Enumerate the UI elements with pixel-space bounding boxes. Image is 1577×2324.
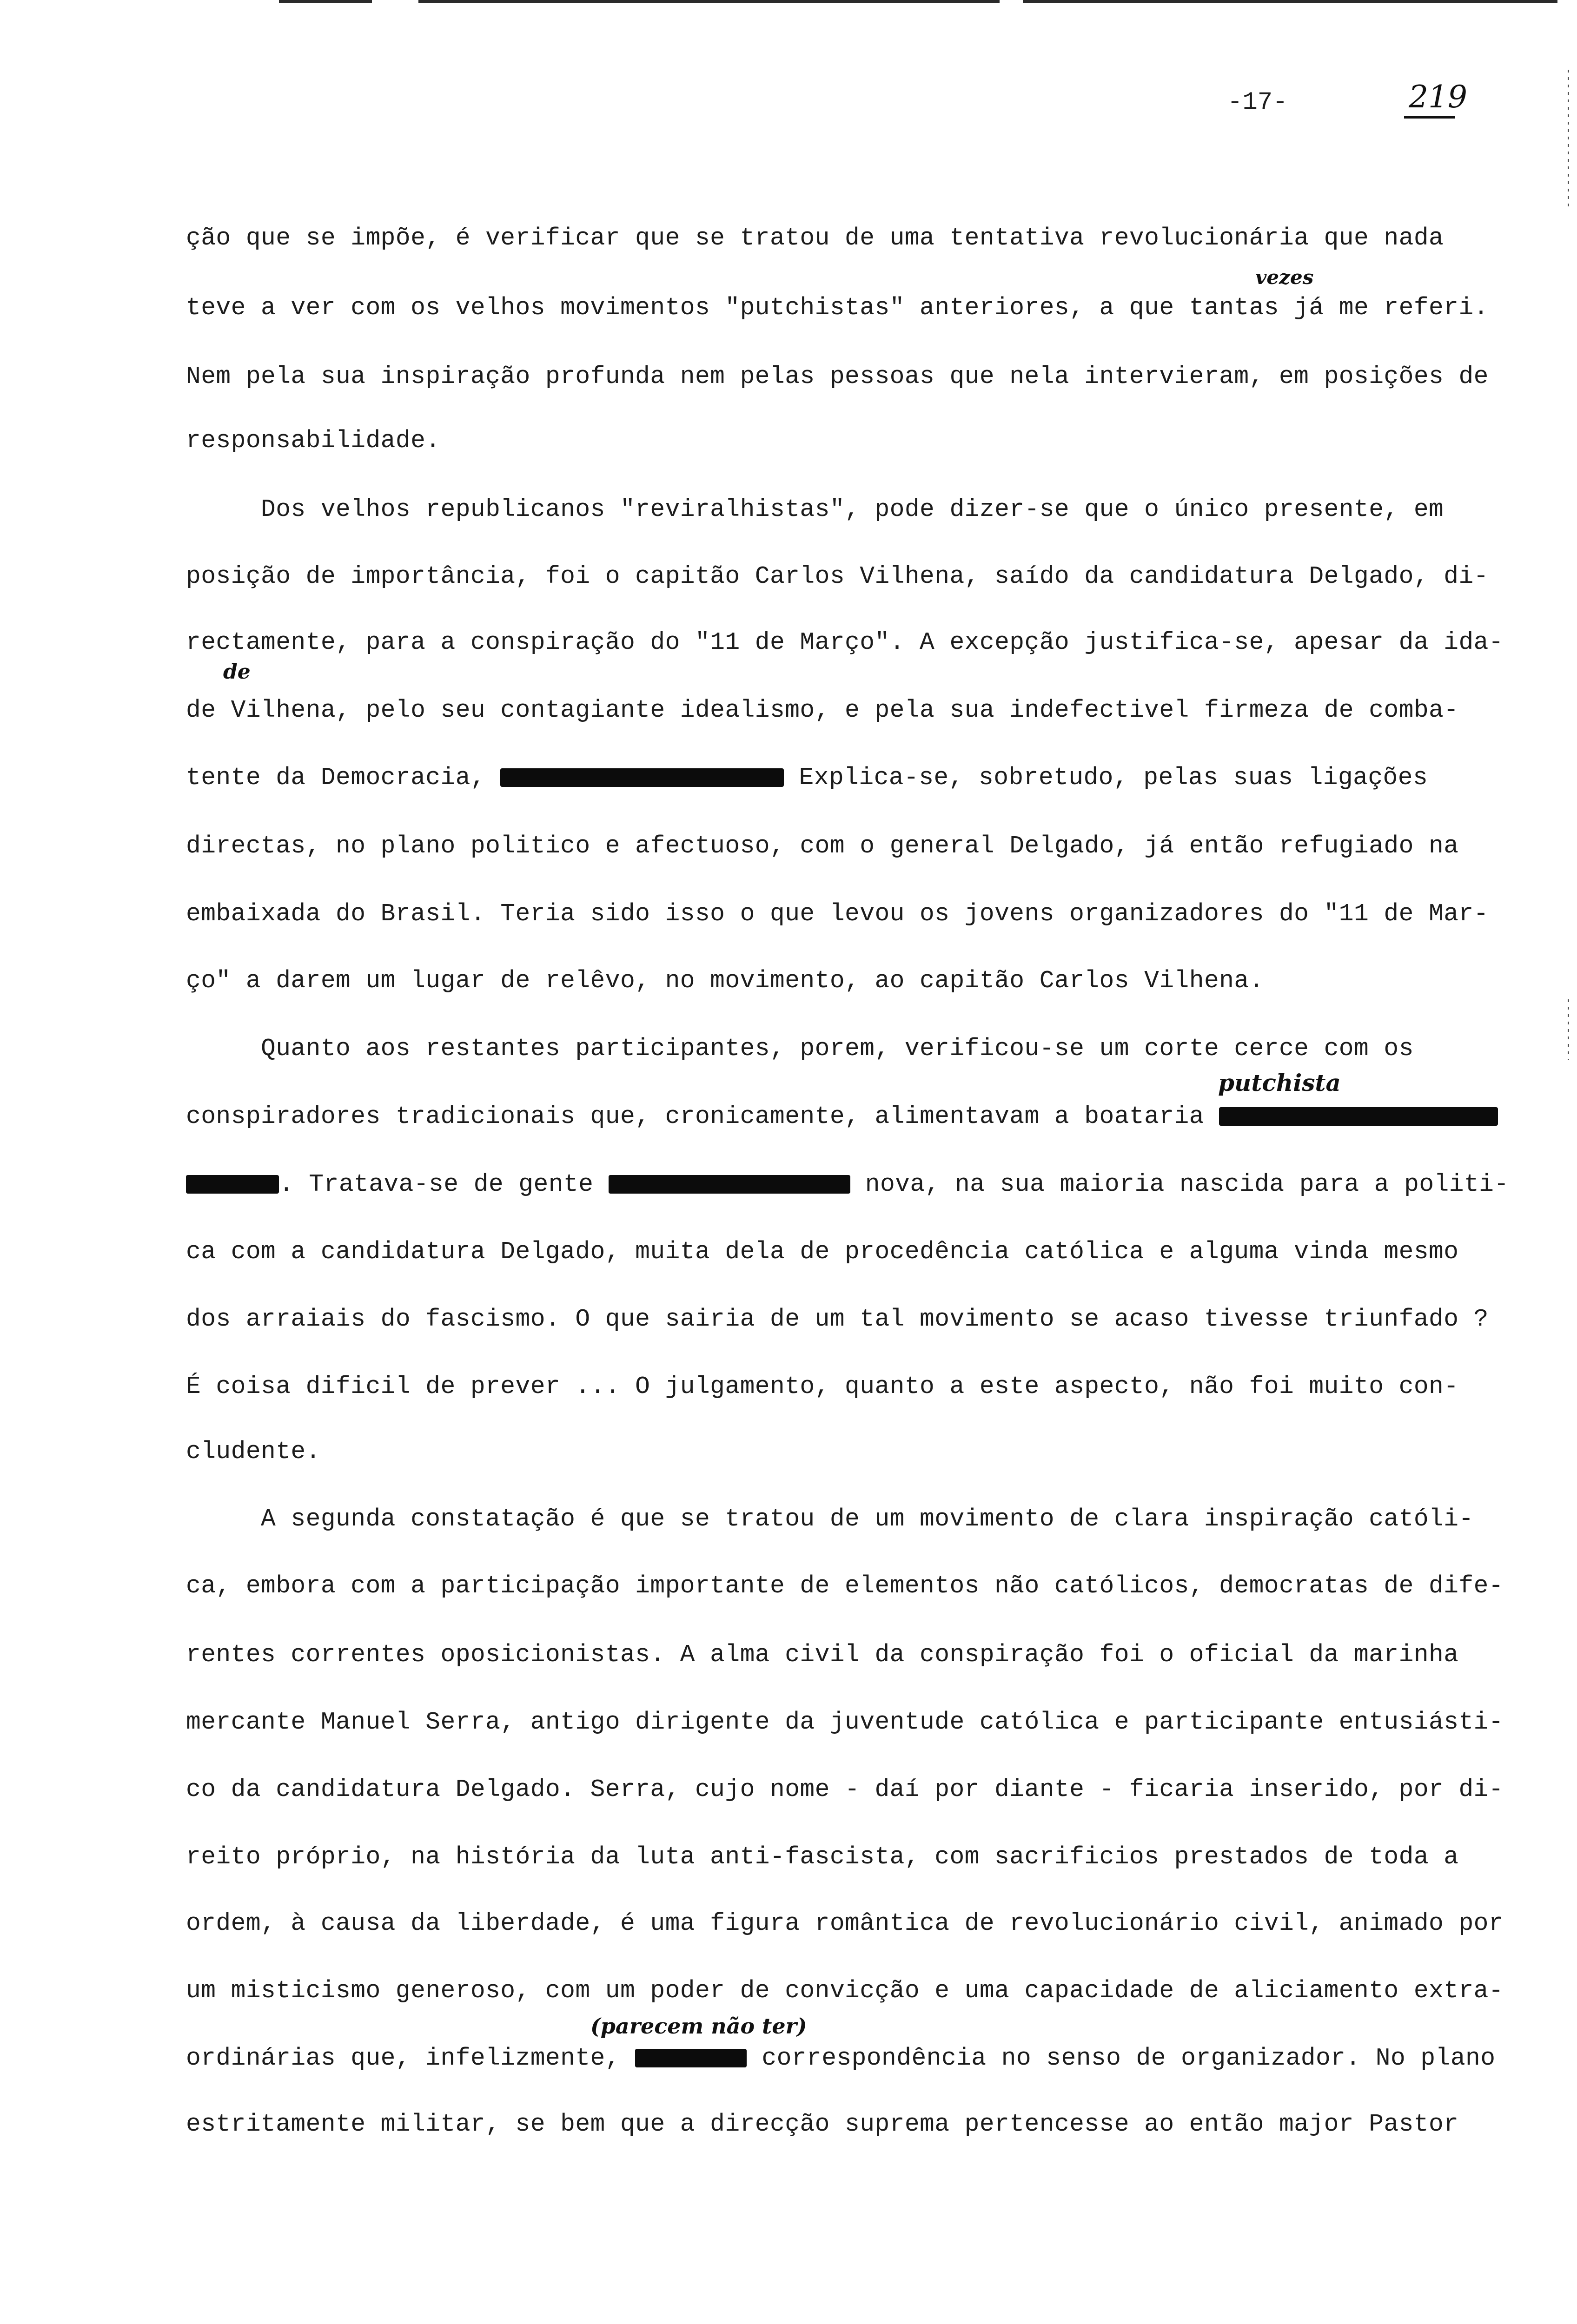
text-fragment: Explica-se, sobretudo, pelas suas ligações xyxy=(799,764,1428,792)
text-line: mercante Manuel Serra, antigo dirigente da juventude católica e participante entusiásti- xyxy=(186,1708,1504,1736)
text-line: co da candidatura Delgado. Serra, cujo nome - daí por diante - ficaria inserido, por di- xyxy=(186,1776,1504,1803)
margin-punch-marks xyxy=(1568,70,1569,209)
handwritten-insertion: (parecem não ter) xyxy=(590,2014,807,2039)
top-edge-line xyxy=(418,0,1000,3)
text-line xyxy=(186,1170,1509,1198)
text-fragment: correspondência no senso de organizador. No plano xyxy=(762,2044,1496,2072)
handwritten-insertion: vezes xyxy=(1255,266,1314,289)
text-fragment: . Tratava-se de gente xyxy=(279,1170,594,1198)
text-line: embaixada do Brasil. Teria sido isso o que levou os jovens organizadores do "11 de Mar- xyxy=(186,900,1489,928)
handwritten-insertion: putchista xyxy=(1218,1069,1341,1096)
text-line: reito próprio, na história da luta anti-fascista, com sacrificios prestados de toda a xyxy=(186,1843,1459,1871)
text-line: Dos velhos republicanos "reviralhistas", pode dizer-se que o único presente, em xyxy=(186,495,1444,523)
text-line xyxy=(186,1103,1498,1130)
handwritten-insertion: de xyxy=(223,660,251,684)
text-fragment: tente da Democracia, xyxy=(186,764,486,792)
folio-underline xyxy=(1404,116,1455,119)
text-fragment: conspiradores tradicionais que, cronicamente, alimentavam a boataria xyxy=(186,1103,1204,1130)
text-fragment: ordinárias que, infelizmente, xyxy=(186,2044,620,2072)
text-line: directas, no plano politico e afectuoso, com o general Delgado, já então refugiado na xyxy=(186,832,1459,860)
text-line: de Vilhena, pelo seu contagiante idealismo, e pela sua indefectivel firmeza de comba- xyxy=(186,696,1459,724)
text-line: dos arraiais do fascismo. O que sairia de um tal movimento se acaso tivesse triunfado ? xyxy=(186,1305,1489,1333)
text-line: ca, embora com a participação importante de elementos não católicos, democratas de dife- xyxy=(186,1572,1504,1600)
text-fragment: nova, na sua maioria nascida para a politi- xyxy=(865,1170,1509,1198)
text-line: É coisa dificil de prever ... O julgamento, quanto a este aspecto, não foi muito con- xyxy=(186,1373,1459,1400)
text-line: um misticismo generoso, com um poder de convicção e uma capacidade de aliciamento extra- xyxy=(186,1977,1504,2005)
page-number: -17- xyxy=(1227,88,1288,117)
text-line: ção que se impõe, é verificar que se tratou de uma tentativa revolucionária que nada xyxy=(186,224,1444,252)
text-line: rentes correntes oposicionistas. A alma civil da conspiração foi o oficial da marinha xyxy=(186,1641,1459,1669)
margin-punch-marks xyxy=(1568,999,1569,1060)
handwritten-folio-number: 219 xyxy=(1409,79,1467,115)
text-line: posição de importância, foi o capitão Carlos Vilhena, saído da candidatura Delgado, di- xyxy=(186,562,1489,590)
redaction-block xyxy=(635,2049,747,2067)
text-line: estritamente militar, se bem que a direcção suprema pertencesse ao então major Pastor xyxy=(186,2110,1459,2138)
redaction-block xyxy=(500,768,784,787)
top-edge-line xyxy=(279,0,372,3)
text-line xyxy=(186,764,1428,792)
top-edge-line xyxy=(1023,0,1557,3)
text-line: teve a ver com os velhos movimentos "putchistas" anteriores, a que tantas já me referi. xyxy=(186,294,1489,322)
text-line: responsabilidade. xyxy=(186,427,441,455)
text-line xyxy=(186,2044,1495,2072)
text-line: Nem pela sua inspiração profunda nem pelas pessoas que nela intervieram, em posições de xyxy=(186,363,1489,390)
text-line: A segunda constatação é que se tratou de um movimento de clara inspiração católi- xyxy=(186,1505,1474,1533)
text-line: cludente. xyxy=(186,1438,321,1466)
text-line: ordem, à causa da liberdade, é uma figura romântica de revolucionário civil, animado por xyxy=(186,1909,1504,1937)
text-line: Quanto aos restantes participantes, porem, verificou-se um corte cerce com os xyxy=(186,1035,1414,1063)
redaction-block xyxy=(186,1175,279,1194)
text-line: ço" a darem um lugar de relêvo, no movimento, ao capitão Carlos Vilhena. xyxy=(186,967,1264,995)
text-line: rectamente, para a conspiração do "11 de Março". A excepção justifica-se, apesar da ida- xyxy=(186,628,1504,656)
redaction-block xyxy=(1219,1107,1498,1126)
text-line: ca com a candidatura Delgado, muita dela de procedência católica e alguma vinda mesmo xyxy=(186,1238,1459,1266)
redaction-block xyxy=(609,1175,850,1194)
